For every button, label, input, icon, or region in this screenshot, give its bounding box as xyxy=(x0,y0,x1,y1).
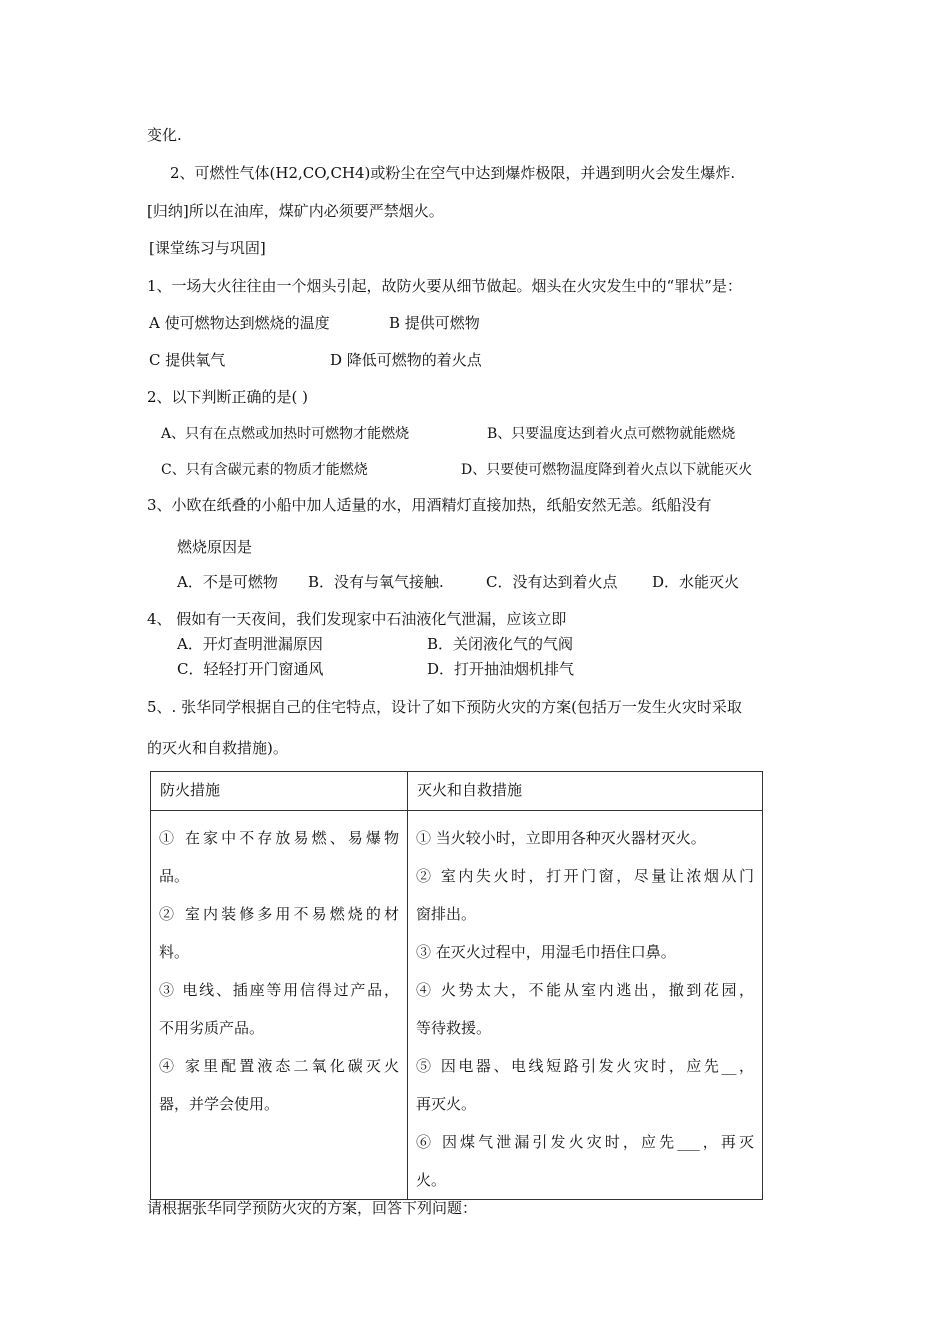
q4-option-a: A．开灯查明泄漏原因 xyxy=(177,635,323,653)
question-1-stem: 1、一场大火往往由一个烟头引起，故防火要从细节做起。烟头在火灾发生中的“罪状”是： xyxy=(147,277,742,295)
q3-option-b: B．没有与氧气接触. xyxy=(308,573,444,591)
extinguish-line: 火。 xyxy=(416,1171,447,1189)
table-body-row xyxy=(151,811,763,1200)
question-4-stem: 4、 假如有一天夜间，我们发现家中石油液化气泄漏，应该立即 xyxy=(147,610,567,628)
q1-option-b: B 提供可燃物 xyxy=(389,314,480,332)
prevention-line: 品。 xyxy=(159,867,190,885)
q4-option-d: D．打开抽油烟机排气 xyxy=(427,660,575,678)
header-extinguish-rescue: 灭火和自救措施 xyxy=(417,781,523,799)
q1-option-c: C 提供氧气 xyxy=(149,351,226,369)
prevention-line: ① 在家中不存放易燃、易爆物 xyxy=(159,829,399,847)
header-prevention: 防火措施 xyxy=(160,781,221,799)
prevention-line: 器，并学会使用。 xyxy=(159,1095,280,1113)
q3-option-a: A．不是可燃物 xyxy=(177,573,278,591)
q4-option-b: B．关闭液化气的气阀 xyxy=(427,635,574,653)
table-header-cell xyxy=(151,772,408,811)
prevention-line: 料。 xyxy=(159,943,190,961)
question-5-stem: 5、. 张华同学根据自己的住宅特点，设计了如下预防火灾的方案(包括万一发生火灾时采取 xyxy=(147,698,742,716)
q3-option-c: C．没有达到着火点 xyxy=(486,573,618,591)
q2-option-b: B、只要温度达到着火点可燃物就能燃烧 xyxy=(487,426,736,442)
question-2-stem: 2、以下判断正确的是( ) xyxy=(147,388,309,406)
prevention-line: 不用劣质产品。 xyxy=(159,1019,265,1037)
table-header-cell xyxy=(408,772,763,811)
q2-option-c: C、只有含碳元素的物质才能燃烧 xyxy=(161,462,368,478)
summary-text: [归纳]所以在油库，煤矿内必须要严禁烟火。 xyxy=(147,202,444,220)
extinguish-line: 再灭火。 xyxy=(416,1095,477,1113)
question-3-stem-continued: 燃烧原因是 xyxy=(177,538,253,556)
section-heading: [课堂练习与巩固] xyxy=(149,239,266,257)
prevention-line: ② 室内装修多用不易燃烧的材 xyxy=(159,905,399,923)
q2-option-d: D、只要使可燃物温度降到着火点以下就能灭火 xyxy=(461,462,753,478)
extinguish-line: 窗排出。 xyxy=(416,905,477,923)
q3-option-d: D．水能灭火 xyxy=(652,573,740,591)
extinguish-line: 等待救援。 xyxy=(416,1019,492,1037)
question-5-stem-continued: 的灭火和自救措施)。 xyxy=(147,739,288,757)
extinguish-line: ④ 火势太大，不能从室内逃出，撤到花园， xyxy=(416,981,754,999)
q1-option-a: A 使可燃物达到燃烧的温度 xyxy=(149,314,330,332)
q4-option-c: C．轻轻打开门窗通风 xyxy=(177,660,324,678)
extinguish-cell xyxy=(408,811,763,1200)
q1-option-d: D 降低可燃物的着火点 xyxy=(330,351,482,369)
continuation-text: 变化. xyxy=(147,126,182,144)
followup-text: 请根据张华同学预防火灾的方案，回答下列问题： xyxy=(147,1199,478,1217)
fire-plan-table xyxy=(150,771,763,1200)
prevention-line: ④ 家里配置液态二氧化碳灭火 xyxy=(159,1057,399,1075)
table-header-row xyxy=(151,772,763,811)
extinguish-line: ⑥ 因煤气泄漏引发火灾时，应先___，再灭 xyxy=(416,1133,754,1151)
extinguish-line: ⑤ 因电器、电线短路引发火灾时，应先__， xyxy=(416,1057,754,1075)
extinguish-line: ③ 在灭火过程中，用湿毛巾捂住口鼻。 xyxy=(416,943,676,961)
extinguish-line: ② 室内失火时，打开门窗，尽量让浓烟从门 xyxy=(416,867,754,885)
prevention-cell xyxy=(151,811,408,1200)
extinguish-line: ① 当火较小时，立即用各种灭火器材灭火。 xyxy=(416,829,706,847)
prevention-line: ③ 电线、插座等用信得过产品， xyxy=(159,981,399,999)
question-3-stem: 3、小欧在纸叠的小船中加人适量的水，用酒精灯直接加热，纸船安然无恙。纸船没有 xyxy=(147,496,712,514)
q2-option-a: A、只有在点燃或加热时可燃物才能燃烧 xyxy=(161,426,410,442)
explosion-condition-text: 2、可燃性气体(H2,CO,CH4)或粉尘在空气中达到爆炸极限，并遇到明火会发生爆炸. xyxy=(170,164,736,182)
